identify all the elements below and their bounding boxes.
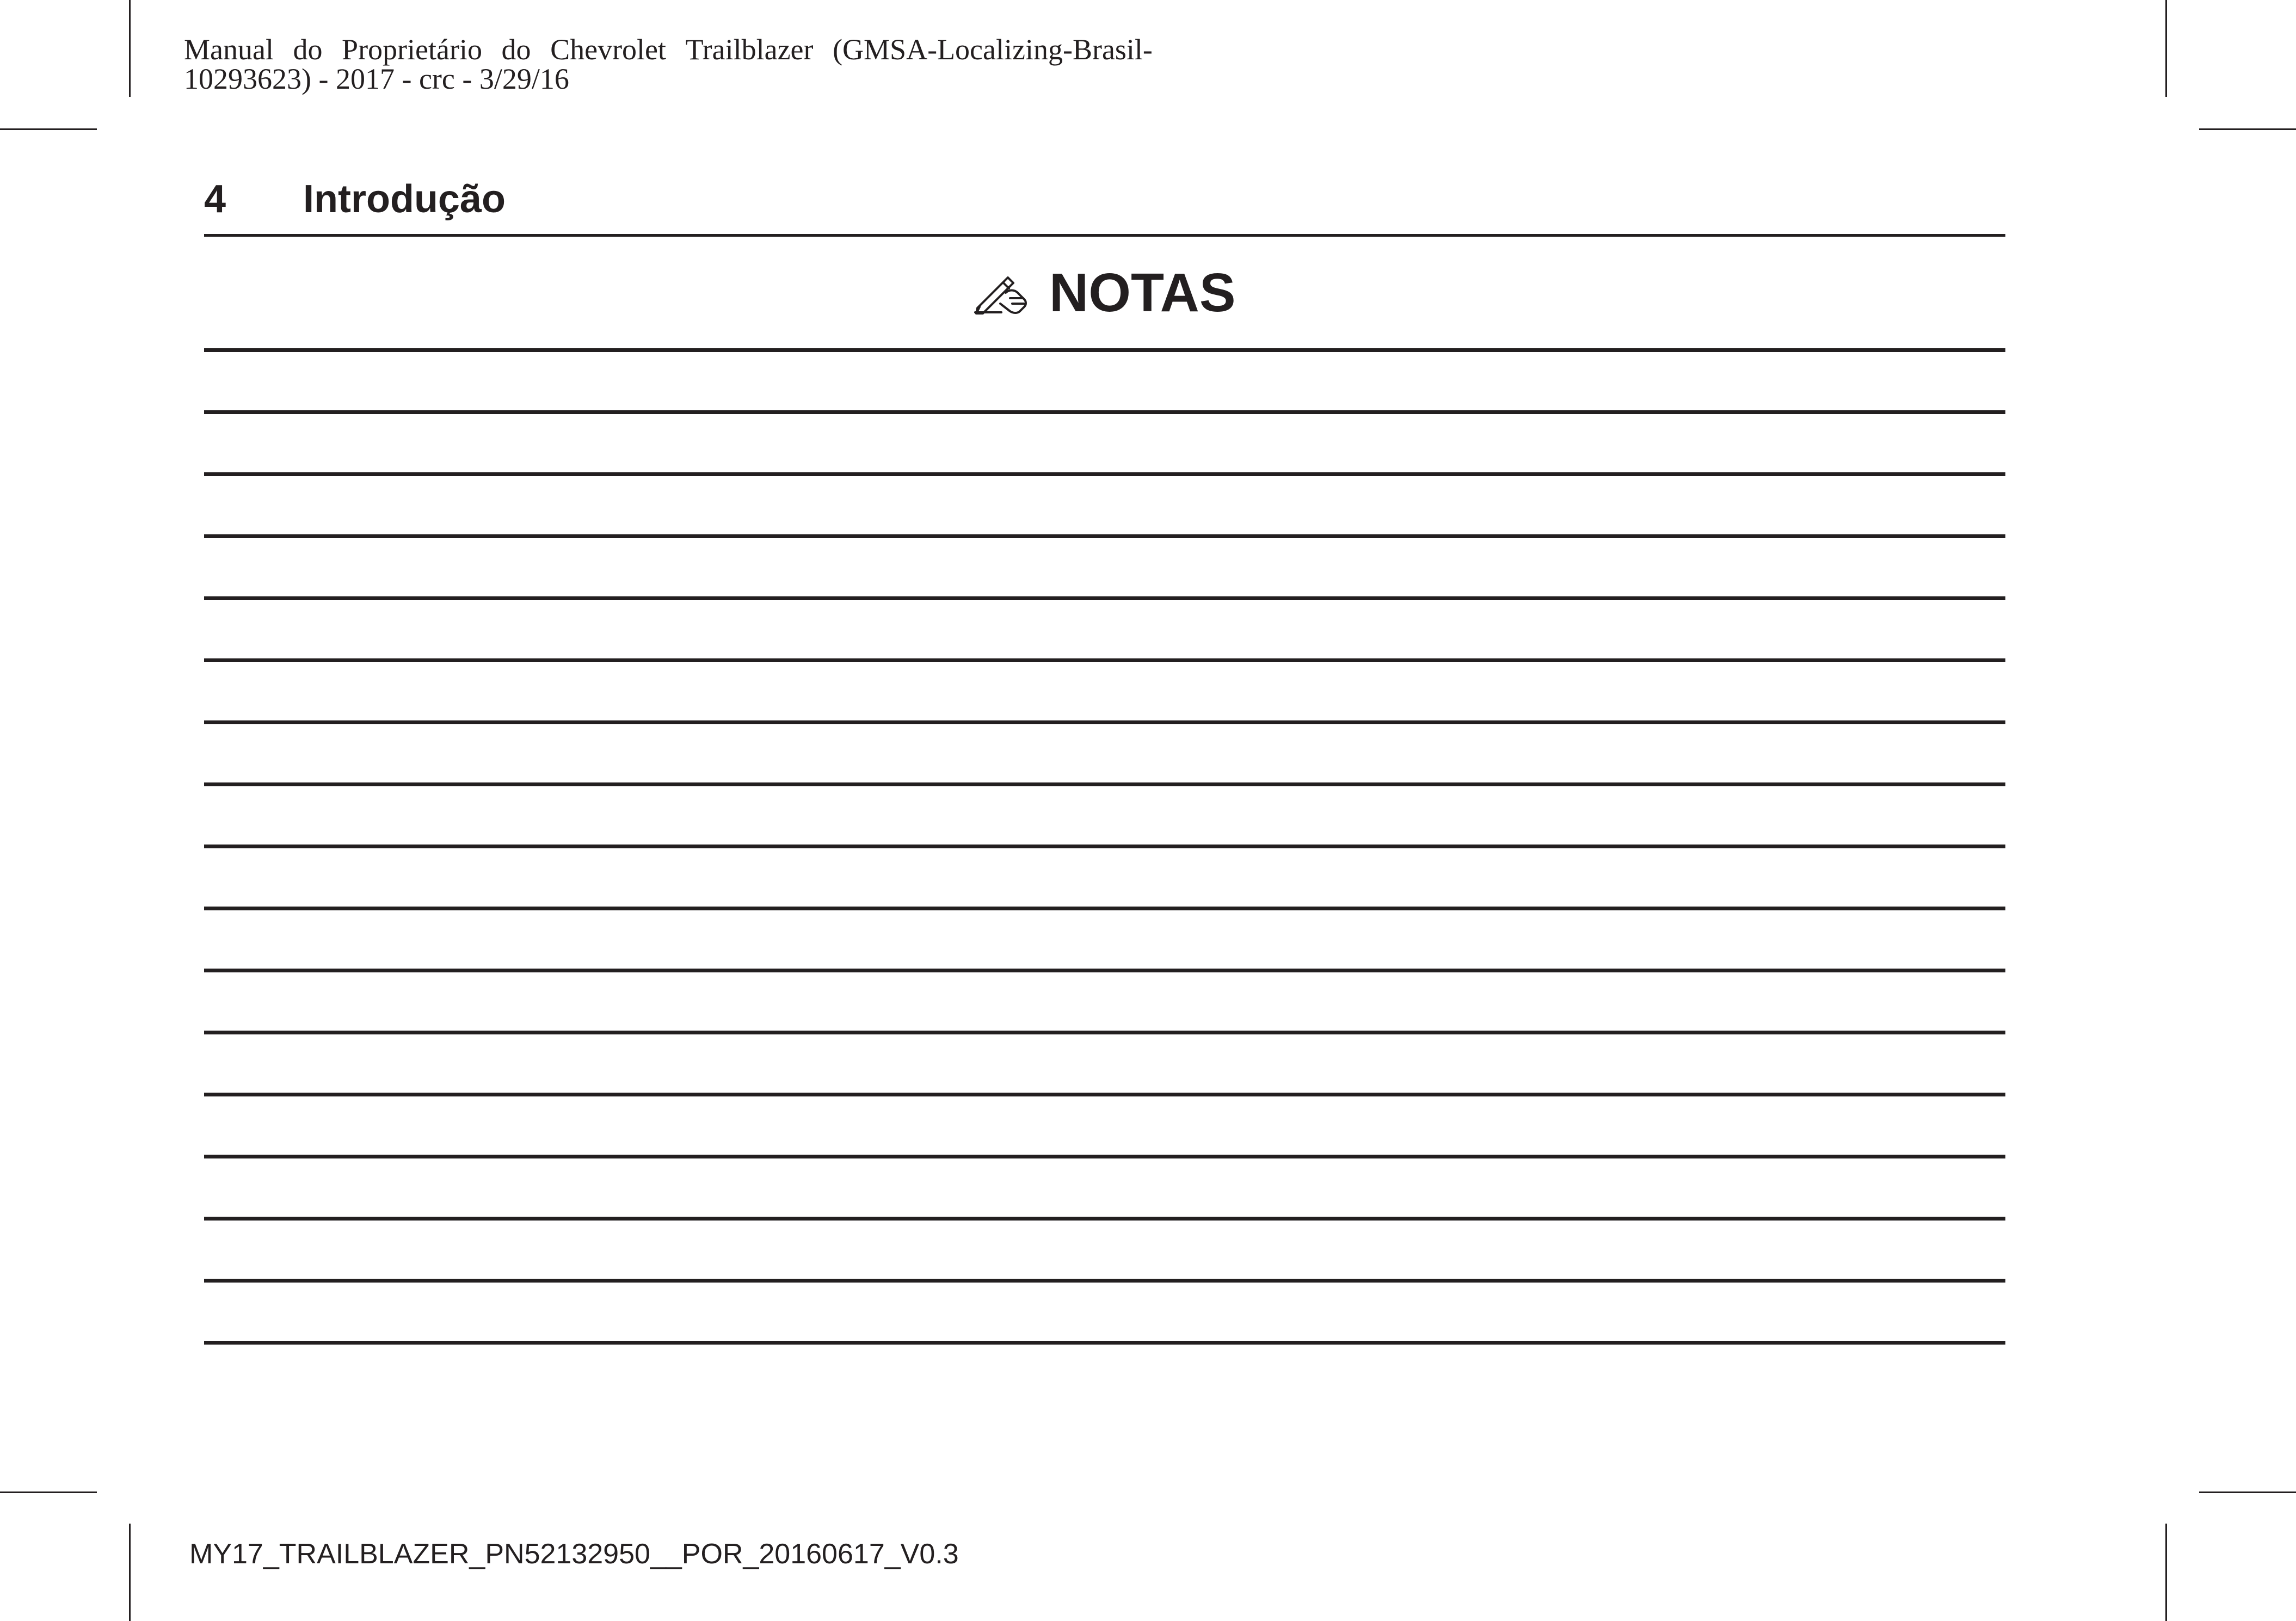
ruled-line xyxy=(204,534,2005,538)
document-meta-line-1 xyxy=(184,35,1153,64)
section-title: Introdução xyxy=(303,177,506,221)
meta-word: Proprietário xyxy=(342,33,482,66)
heading-divider xyxy=(204,234,2005,237)
crop-mark-top-left-vertical xyxy=(129,0,131,97)
ruled-line xyxy=(204,1093,2005,1096)
page-number: 4 xyxy=(204,177,226,221)
crop-mark-bottom-left-horizontal xyxy=(0,1491,97,1493)
writing-hand-icon xyxy=(974,271,1029,315)
meta-word: (GMSA-Localizing-Brasil- xyxy=(833,33,1153,66)
ruled-line xyxy=(204,907,2005,910)
meta-word: Chevrolet xyxy=(550,33,667,66)
ruled-line xyxy=(204,720,2005,724)
ruled-line xyxy=(204,1341,2005,1345)
ruled-line xyxy=(204,472,2005,476)
meta-word: Trailblazer xyxy=(685,33,814,66)
ruled-line xyxy=(204,596,2005,600)
ruled-line xyxy=(204,348,2005,352)
ruled-line xyxy=(204,1155,2005,1158)
ruled-line xyxy=(204,1217,2005,1221)
meta-word: Manual xyxy=(184,33,274,66)
meta-word: do xyxy=(293,33,323,66)
ruled-line xyxy=(204,845,2005,848)
notes-label: NOTAS xyxy=(1049,262,1236,323)
ruled-line xyxy=(204,1031,2005,1034)
crop-mark-top-right-horizontal xyxy=(2199,128,2296,130)
document-meta-line-2: 10293623) - 2017 - crc - 3/29/16 xyxy=(184,63,569,95)
notes-title xyxy=(974,262,1236,323)
crop-mark-bottom-right-horizontal xyxy=(2199,1491,2296,1493)
ruled-line xyxy=(204,782,2005,786)
crop-mark-bottom-right-vertical xyxy=(2165,1524,2167,1621)
crop-mark-top-right-vertical xyxy=(2165,0,2167,97)
crop-mark-top-left-horizontal xyxy=(0,128,97,130)
ruled-line xyxy=(204,969,2005,972)
ruled-line xyxy=(204,658,2005,662)
crop-mark-bottom-left-vertical xyxy=(129,1524,131,1621)
ruled-line xyxy=(204,410,2005,414)
document-meta-header xyxy=(184,35,1153,94)
ruled-line xyxy=(204,1279,2005,1283)
meta-word: do xyxy=(501,33,531,66)
document-code-footer: MY17_TRAILBLAZER_PN52132950__POR_20160617_V0.3 xyxy=(189,1538,959,1570)
